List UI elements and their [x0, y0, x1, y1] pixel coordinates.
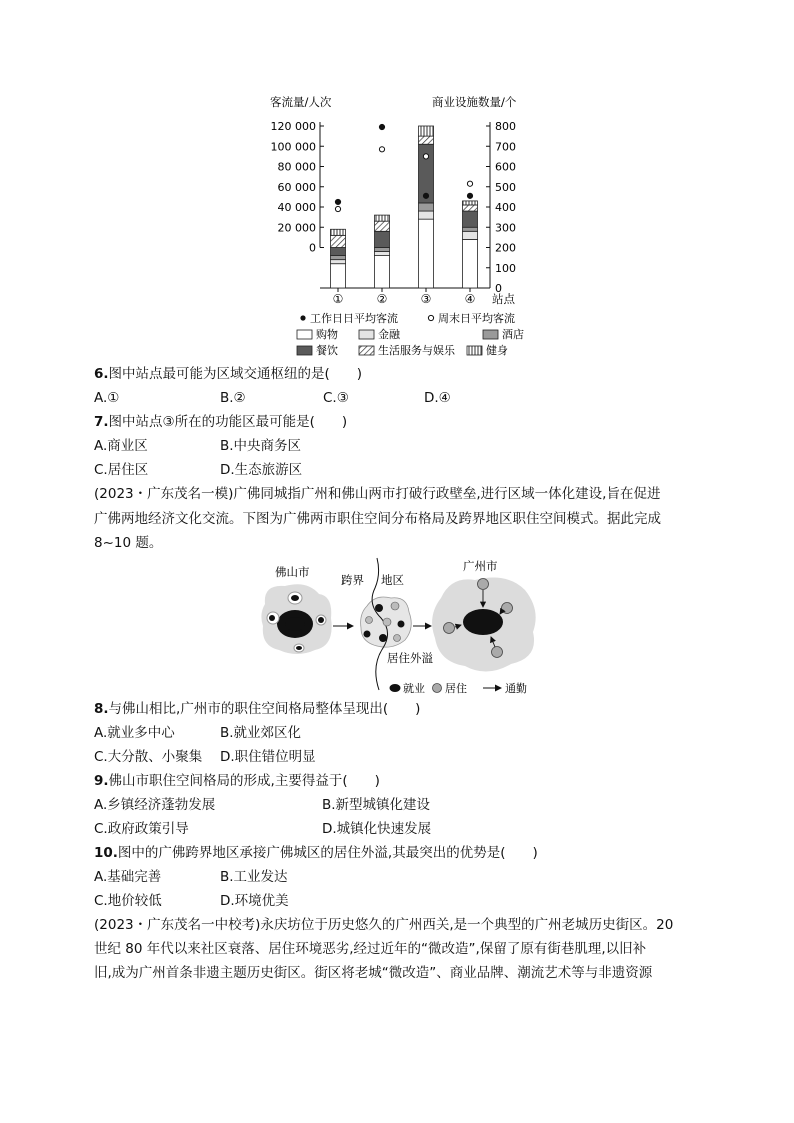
workday-flow-point [335, 199, 340, 204]
q7-option-d: D.生态旅游区 [220, 462, 303, 478]
passenger-flow-chart [270, 92, 530, 362]
left-tick-label: 80 000 [277, 160, 316, 174]
q7-option-b: B.中央商务区 [220, 438, 302, 454]
bar-segment-酒店 [331, 256, 346, 260]
question-9 [94, 772, 380, 790]
left-axis-title: 客流量/人次 [270, 95, 332, 109]
intro-paragraph-2-line-1: (2023・广东茂名一中校考)永庆坊位于历史悠久的广州西关,是一个典型的广州老城历史街区。20 [94, 917, 674, 933]
question-10-text: 图中的广佛跨界地区承接广佛城区的居住外溢,其最突出的优势是( ) [117, 845, 538, 861]
q10-option-d: D.环境优美 [220, 893, 289, 909]
right-tick-label: 200 [495, 241, 516, 255]
bar-segment-生活服务与娱乐 [375, 221, 390, 231]
guangzhou-label: 广州市 [463, 559, 498, 573]
question-7 [94, 413, 347, 431]
legend-fitness: 健身 [486, 344, 508, 357]
chart-bars [331, 126, 478, 306]
hotel-swatch-icon [483, 330, 498, 339]
bar-segment-健身 [331, 229, 346, 235]
question-9-text: 佛山市职住空间格局的形成,主要得益于( ) [108, 773, 380, 789]
legend-shopping: 购物 [316, 328, 338, 341]
bar-segment-酒店 [463, 227, 478, 231]
cross-border-label-a: 跨界 [341, 573, 364, 587]
q8-option-b: B.就业郊区化 [220, 725, 302, 741]
question-7-number: 7. [94, 414, 109, 430]
legend-dining: 餐饮 [316, 344, 338, 357]
q6-option-c: C.③ [323, 390, 349, 406]
shopping-swatch-icon [297, 330, 312, 339]
residence-legend-icon [433, 684, 442, 693]
question-8-text: 与佛山相比,广州市的职住空间格局整体呈现出( ) [108, 701, 421, 717]
x-tick-label: ① [332, 292, 344, 306]
left-tick-label: 20 000 [277, 221, 316, 235]
q10-option-c: C.地价较低 [94, 893, 162, 909]
bar-segment-餐饮 [463, 211, 478, 227]
question-6 [94, 365, 362, 383]
intro-paragraph-1-line-2: 广佛两地经济文化交流。下图为广佛两市职住空间分布格局及跨界地区职住空间模式。据此完成 [94, 511, 661, 527]
workday-flow-point [379, 124, 384, 129]
bar-segment-购物 [331, 264, 346, 288]
question-9-number: 9. [94, 773, 109, 789]
dining-swatch-icon [297, 346, 312, 355]
bar-segment-生活服务与娱乐 [419, 136, 434, 144]
bar-segment-健身 [375, 215, 390, 221]
bar-segment-购物 [463, 239, 478, 288]
bar-segment-酒店 [419, 203, 434, 211]
left-tick-label: 60 000 [277, 180, 316, 194]
legend-job: 就业 [403, 682, 425, 695]
x-tick-label: ② [376, 292, 388, 306]
question-8 [94, 700, 420, 718]
weekend-flow-point [423, 154, 428, 159]
workday-dot-icon [300, 315, 305, 320]
weekend-dot-icon [428, 315, 433, 320]
question-6-number: 6. [94, 366, 109, 382]
right-tick-label: 700 [495, 140, 516, 154]
chart-points [335, 124, 472, 211]
x-axis-title: 站点 [492, 292, 515, 306]
intro-paragraph-1-line-3: 8~10 题。 [94, 535, 163, 551]
q7-option-c: C.居住区 [94, 462, 149, 478]
weekend-flow-point [379, 147, 384, 152]
bar-segment-生活服务与娱乐 [463, 205, 478, 211]
right-tick-label: 500 [495, 180, 516, 194]
guangzhou-job-center [463, 609, 503, 635]
q8-option-c: C.大分散、小聚集 [94, 749, 203, 765]
q7-option-a: A.商业区 [94, 438, 148, 454]
intro-paragraph-2-line-2: 世纪 80 年代以来社区衰落、居住环境恶劣,经过近年的“微改造”,保留了原有街巷肌理,以旧补 [94, 941, 647, 957]
fitness-swatch-icon [467, 346, 482, 355]
bar-segment-购物 [375, 256, 390, 288]
right-tick-label: 400 [495, 201, 516, 214]
q6-option-b: B.② [220, 390, 246, 406]
right-tick-label: 600 [495, 160, 516, 174]
bar-segment-酒店 [375, 248, 390, 252]
bar-segment-金融 [463, 231, 478, 239]
right-tick-label: 100 [495, 261, 516, 275]
legend-commute: 通勤 [505, 682, 527, 695]
left-tick-label: 40 000 [277, 201, 316, 214]
legend-hotel: 酒店 [502, 328, 524, 341]
question-10 [94, 844, 538, 862]
bar-segment-健身 [419, 126, 434, 136]
q9-option-c: C.政府政策引导 [94, 821, 189, 837]
workday-flow-point [423, 193, 428, 198]
chart-legend [297, 311, 524, 357]
right-tick-label: 800 [495, 120, 516, 133]
legend-weekend: 周末日平均客流 [438, 312, 515, 325]
q10-option-a: A.基础完善 [94, 869, 162, 885]
bar-segment-餐饮 [375, 231, 390, 247]
question-6-text: 图中站点最可能为区域交通枢纽的是( ) [108, 366, 363, 382]
q9-option-b: B.新型城镇化建设 [322, 797, 431, 813]
right-tick-label: 0 [495, 282, 502, 295]
right-axis-title: 商业设施数量/个 [432, 95, 517, 109]
bar-segment-健身 [463, 201, 478, 205]
overflow-label: 居住外溢 [387, 651, 433, 665]
left-tick-label: 0 [309, 241, 316, 255]
question-10-number: 10. [94, 845, 118, 861]
job-housing-diagram [255, 554, 540, 698]
bar-segment-金融 [375, 252, 390, 256]
legend-live: 居住 [445, 682, 467, 695]
q9-option-d: D.城镇化快速发展 [322, 821, 432, 837]
intro-paragraph-2-line-3: 旧,成为广州首条非遗主题历史街区。街区将老城“微改造”、商业品牌、潮流艺术等与非遗资源 [94, 965, 653, 981]
bar-segment-生活服务与娱乐 [331, 235, 346, 247]
x-tick-label: ③ [420, 292, 432, 306]
legend-life: 生活服务与娱乐 [378, 344, 455, 357]
q9-option-a: A.乡镇经济蓬勃发展 [94, 797, 216, 813]
intro-paragraph-1-line-1: (2023・广东茂名一模)广佛同城指广州和佛山两市打破行政壁垒,进行区域一体化建设,旨在促进 [94, 486, 661, 502]
weekend-flow-point [335, 206, 340, 211]
q10-option-b: B.工业发达 [220, 869, 288, 885]
legend-workday: 工作日日平均客流 [310, 312, 398, 325]
bar-segment-金融 [419, 211, 434, 219]
left-tick-label: 120 000 [270, 120, 316, 133]
job-legend-icon [390, 684, 401, 692]
question-7-text: 图中站点③所在的功能区最可能是( ) [108, 414, 348, 430]
x-tick-label: ④ [464, 292, 476, 306]
question-8-number: 8. [94, 701, 109, 717]
workday-flow-point [467, 193, 472, 198]
finance-swatch-icon [359, 330, 374, 339]
cross-border-label-b: 地区 [381, 573, 404, 587]
q6-option-a: A.① [94, 390, 120, 406]
legend-finance: 金融 [378, 328, 400, 341]
bar-segment-金融 [331, 260, 346, 264]
bar-segment-餐饮 [331, 248, 346, 256]
life-service-swatch-icon [359, 346, 374, 355]
right-tick-label: 300 [495, 221, 516, 235]
foshan-label: 佛山市 [275, 565, 310, 579]
bar-segment-购物 [419, 219, 434, 288]
q8-option-a: A.就业多中心 [94, 725, 175, 741]
left-tick-label: 100 000 [270, 140, 316, 154]
chart-axes [271, 120, 517, 295]
q8-option-d: D.职住错位明显 [220, 749, 316, 765]
weekend-flow-point [467, 181, 472, 186]
q6-option-d: D.④ [424, 390, 451, 406]
